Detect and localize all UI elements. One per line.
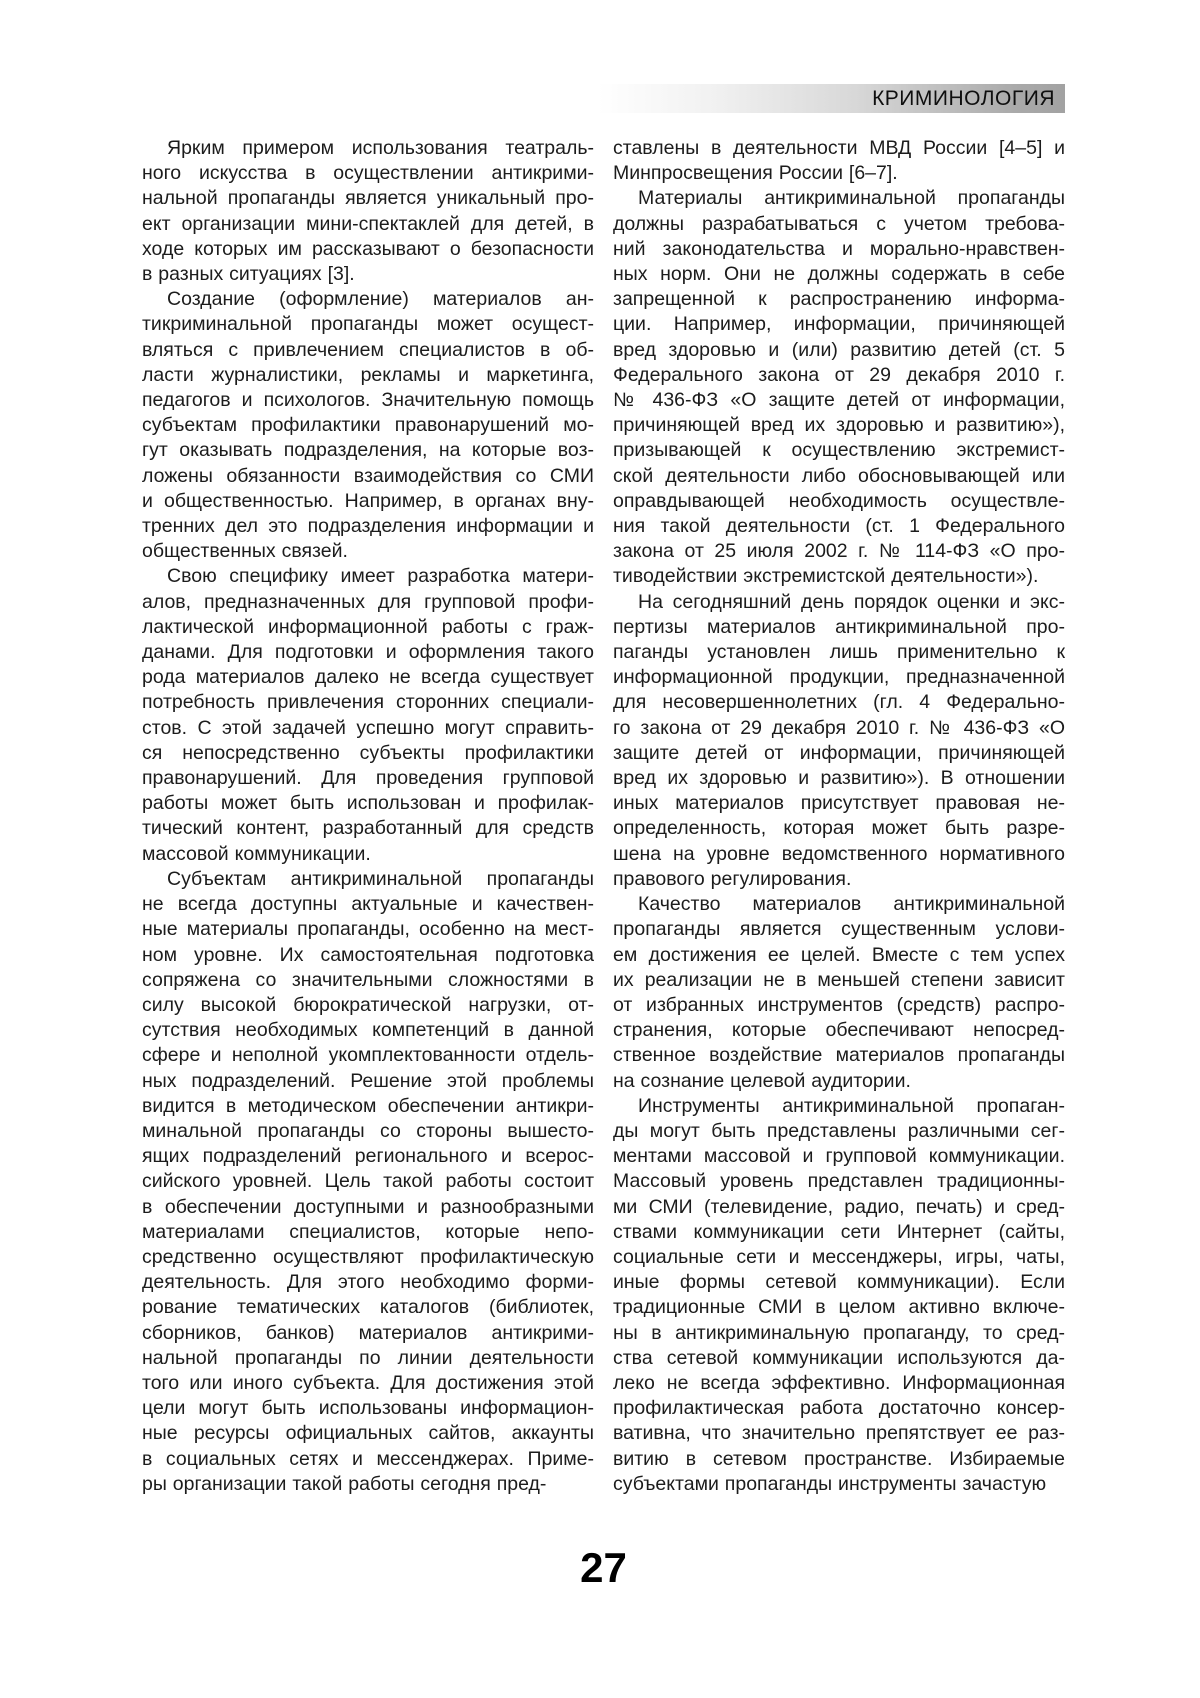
- text-line: рода материалов далеко не всегда существует: [142, 666, 594, 689]
- text-line: ставлены в деятельности МВД России [4–5] и: [613, 137, 1065, 159]
- text-line: ем достижения ее целей. Вместе с тем успех: [613, 943, 1065, 966]
- left-column: [142, 136, 594, 1497]
- text-line: Федерального закона от 29 декабря 2010 г.: [613, 363, 1065, 386]
- text-line: Субъектам антикриминальной пропаганды: [167, 867, 594, 890]
- text-line: вред их здоровью и развитию»). В отношении: [613, 767, 1065, 790]
- text-line: Создание (оформление) материалов ан-: [167, 288, 594, 311]
- text-line: оправдывающей необходимость осуществле-: [613, 489, 1065, 512]
- text-line: ми СМИ (телевидение, радио, печать) и сред-: [613, 1195, 1065, 1218]
- text-line: лактической информационной работы с граж-: [142, 615, 594, 638]
- text-line: средственно осуществляют профилактическую: [142, 1245, 594, 1268]
- text-line: ном уровне. Их самостоятельная подготовка: [142, 943, 594, 966]
- text-line: № 436-ФЗ «О защите детей от информации,: [613, 389, 1065, 412]
- text-line: ний законодательства и морально-нравствен-: [613, 237, 1065, 260]
- text-line: силу высокой бюрократической нагрузки, от-: [142, 993, 594, 1016]
- text-line: пропаганды является существенным услови-: [613, 918, 1065, 941]
- text-line: данами. Для подготовки и оформления такого: [142, 641, 594, 664]
- text-line: Материалы антикриминальной пропаганды: [638, 187, 1065, 210]
- text-line: го закона от 29 декабря 2010 г. № 436-ФЗ «О: [613, 716, 1065, 739]
- text-line: ные ресурсы официальных сайтов, аккаунты: [142, 1422, 594, 1445]
- paragraph: [613, 892, 1065, 1094]
- text-line: общественных связей.: [142, 540, 348, 563]
- right-column: [613, 136, 1065, 1497]
- text-line: рование тематических каталогов (библиотек,: [142, 1296, 594, 1319]
- text-line: ходе которых им рассказывают о безопасности: [142, 237, 594, 260]
- text-line: потребность привлечения сторонних специали-: [142, 691, 594, 714]
- text-line: сопряжена со значительными сложностями в: [142, 968, 594, 991]
- text-line: ства сетевой коммуникации используются да-: [613, 1346, 1065, 1369]
- text-line: сутствия необходимых компетенций в данной: [142, 1019, 594, 1042]
- paragraph: [142, 136, 594, 287]
- text-line: закона от 25 июля 2002 г. № 114-ФЗ «О про-: [613, 540, 1065, 563]
- text-line: работы может быть использован и профилак-: [142, 792, 594, 815]
- section-header-bar: [598, 84, 1065, 113]
- text-line: шена на уровне ведомственного нормативного: [613, 842, 1065, 865]
- text-line: витию в сетевом пространстве. Избираемые: [613, 1447, 1065, 1470]
- text-line: ные материалы пропаганды, особенно на мест-: [142, 918, 594, 941]
- text-line: ся непосредственно субъекты профилактики: [142, 741, 594, 764]
- text-line: субъектами пропаганды инструменты зачастую: [613, 1472, 1047, 1495]
- text-line: сборников, банков) материалов антикрими-: [142, 1321, 594, 1344]
- text-line: нальной пропаганды по линии деятельности: [142, 1346, 594, 1369]
- text-line: видится в методическом обеспечении антикри-: [142, 1094, 594, 1117]
- text-line: цели могут быть использованы информацион-: [142, 1397, 594, 1420]
- text-line: На сегодняшний день порядок оценки и экс-: [638, 590, 1065, 613]
- text-line: тиводействии экстремистской деятельности»).: [613, 565, 1039, 588]
- text-line: ской деятельности либо обосновывающей или: [613, 464, 1065, 487]
- text-line: профилактическая работа достаточно консер-: [613, 1397, 1065, 1420]
- text-line: традиционные СМИ в целом активно включе-: [613, 1296, 1065, 1319]
- text-line: правового регулирования.: [613, 867, 852, 890]
- text-line: гут оказывать подразделения, на которые воз-: [142, 439, 594, 462]
- text-line: ящих подразделений регионального и всерос-: [142, 1145, 594, 1168]
- text-line: Качество материалов антикриминальной: [638, 893, 1065, 916]
- text-line: Свою специфику имеет разработка матери-: [167, 565, 594, 588]
- text-line: не всегда доступны актуальные и качествен-: [142, 893, 594, 916]
- text-line: педагогов и психологов. Значительную помощь: [142, 389, 594, 412]
- text-line: вативна, что значительно препятствует ее раз-: [613, 1422, 1065, 1445]
- text-line: нальной пропаганды является уникальный про-: [142, 187, 594, 210]
- text-line: ры организации такой работы сегодня пред-: [142, 1472, 547, 1495]
- page-number: 27: [580, 1544, 627, 1591]
- text-line: причиняющей вред их здоровью и развитию»),: [613, 414, 1065, 437]
- text-line: стов. С этой задачей успешно могут справить-: [142, 716, 594, 739]
- paragraph: [613, 590, 1065, 892]
- text-line: тикриминальной пропаганды может осущест-: [142, 313, 594, 336]
- text-line: ласти журналистики, рекламы и маркетинга,: [142, 363, 594, 386]
- text-line: иных материалов присутствует правовая не-: [613, 792, 1065, 815]
- paragraph: [613, 1094, 1065, 1497]
- paragraph: [142, 287, 594, 564]
- text-line: ного искусства в осуществлении антикрими-: [142, 162, 594, 185]
- paragraph: [613, 136, 1065, 186]
- text-line: на сознание целевой аудитории.: [613, 1069, 911, 1092]
- text-line: ции. Например, информации, причиняющей: [613, 313, 1065, 336]
- text-line: правонарушений. Для проведения групповой: [142, 767, 594, 790]
- section-title: КРИМИНОЛОГИЯ: [872, 87, 1055, 110]
- text-line: ных норм. Они не должны содержать в себе: [613, 263, 1065, 286]
- paragraph: [142, 867, 594, 1497]
- text-line: ды могут быть представлены различными сег-: [613, 1119, 1065, 1142]
- text-line: вред здоровью и (или) развитию детей (ст. 5: [613, 338, 1065, 361]
- text-line: иные формы сетевой коммуникации). Если: [613, 1271, 1065, 1294]
- text-line: Массовый уровень представлен традиционны-: [613, 1170, 1065, 1193]
- paragraph: [613, 186, 1065, 589]
- text-line: ственное воздействие материалов пропаганды: [613, 1044, 1065, 1067]
- text-line: массовой коммуникации.: [142, 842, 371, 865]
- text-line: вляться с привлечением специалистов в об-: [142, 338, 594, 361]
- text-line: ния такой деятельности (ст. 1 Федерального: [613, 515, 1065, 538]
- text-line: пертизы материалов антикриминальной про-: [613, 615, 1065, 638]
- text-line: призывающей к осуществлению экстремист-: [613, 439, 1065, 462]
- text-line: тренних дел это подразделения информации и: [142, 515, 594, 538]
- text-line: запрещенной к распространению информа-: [613, 288, 1065, 311]
- text-line: в социальных сетях и мессенджерах. Приме-: [142, 1447, 594, 1470]
- text-line: материалами специалистов, которые непо-: [142, 1220, 594, 1243]
- text-line: ствами коммуникации сети Интернет (сайты,: [613, 1220, 1065, 1243]
- text-line: леко не всегда эффективно. Информационная: [613, 1371, 1065, 1394]
- text-line: алов, предназначенных для групповой профи-: [142, 590, 594, 613]
- text-line: должны разрабатываться с учетом требова-: [613, 212, 1065, 235]
- text-line: того или иного субъекта. Для достижения этой: [142, 1371, 594, 1394]
- text-line: для несовершеннолетних (гл. 4 Федерально-: [613, 691, 1065, 714]
- text-line: социальные сети и мессенджеры, игры, чаты,: [613, 1245, 1065, 1268]
- text-line: от избранных инструментов (средств) распро-: [613, 993, 1065, 1016]
- text-line: Минпросвещения России [6–7].: [613, 162, 898, 185]
- text-line: паганды установлен лишь применительно к: [613, 641, 1065, 664]
- text-line: в разных ситуациях [3].: [142, 263, 355, 286]
- text-line: ложены обязанности взаимодействия со СМИ: [142, 464, 594, 487]
- text-line: Инструменты антикриминальной пропаган-: [638, 1094, 1065, 1117]
- text-line: субъектам профилактики правонарушений мо-: [142, 414, 594, 437]
- text-line: минальной пропаганды со стороны вышесто-: [142, 1119, 594, 1142]
- text-line: ект организации мини-спектаклей для детей, в: [142, 212, 594, 235]
- text-line: ных подразделений. Решение этой проблемы: [142, 1069, 594, 1092]
- text-line: странения, которые обеспечивают непосред-: [613, 1019, 1065, 1042]
- text-line: деятельность. Для этого необходимо форми-: [142, 1271, 594, 1294]
- text-line: Ярким примером использования театраль-: [167, 137, 594, 159]
- article-body: [142, 136, 1065, 1497]
- text-line: защите детей от информации, причиняющей: [613, 741, 1065, 764]
- text-line: их реализации не в меньшей степени зависит: [613, 968, 1065, 991]
- text-line: ментами массовой и групповой коммуникации.: [613, 1145, 1065, 1168]
- text-line: определенность, которая может быть разре-: [613, 817, 1065, 840]
- text-line: и общественностью. Например, в органах вну-: [142, 489, 594, 512]
- text-line: сийского уровней. Цель такой работы состоит: [142, 1170, 594, 1193]
- paragraph: [142, 564, 594, 866]
- text-line: информационной продукции, предназначенной: [613, 666, 1065, 689]
- text-line: ны в антикриминальную пропаганду, то сред-: [613, 1321, 1065, 1344]
- text-line: в обеспечении доступными и разнообразными: [142, 1195, 594, 1218]
- text-line: сфере и неполной укомплектованности отдель-: [142, 1044, 594, 1067]
- text-line: тический контент, разработанный для средств: [142, 817, 594, 840]
